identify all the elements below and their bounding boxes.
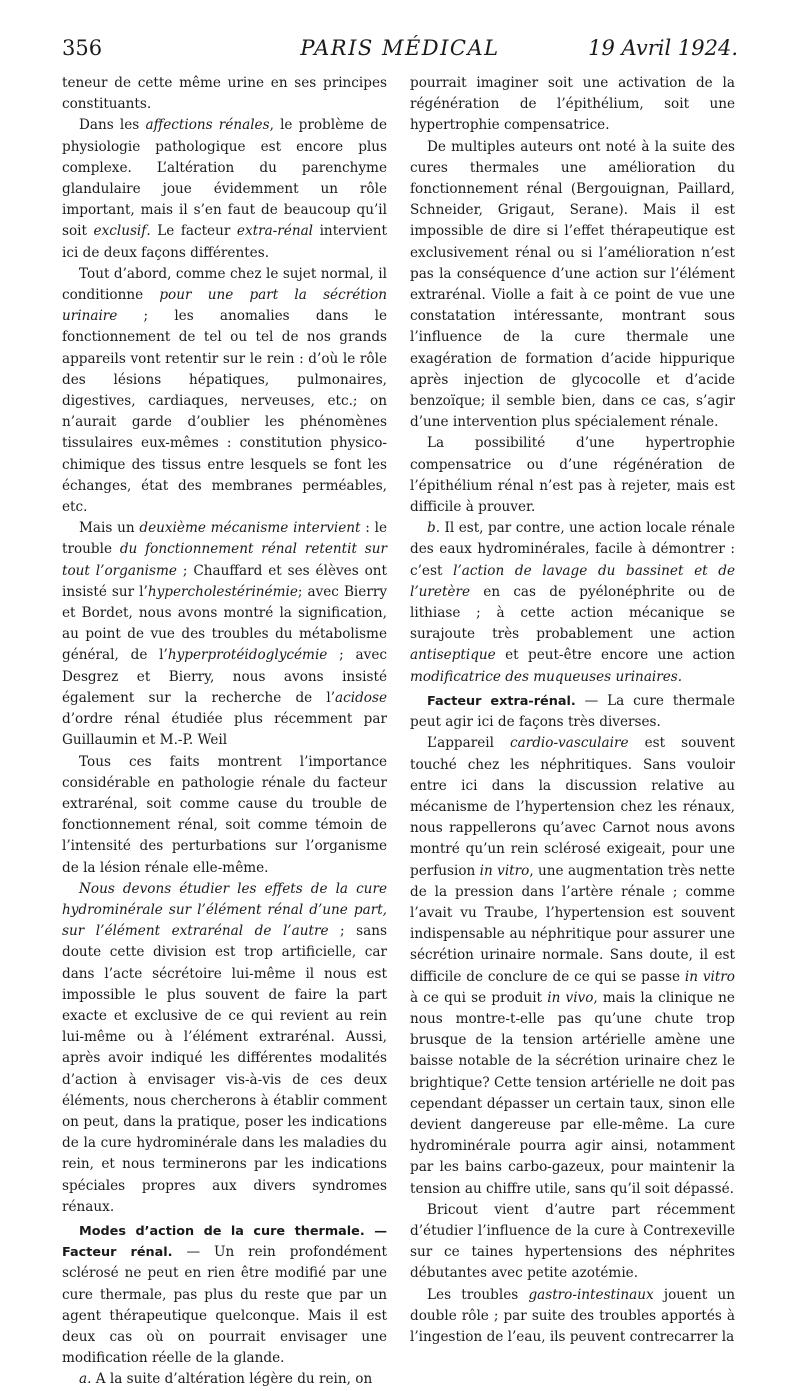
text-run: d’ordre rénal étudiée plus récemment par Guillaumin et M.-P. Weil: [62, 711, 387, 749]
text-run: Tout d’abord, comme chez le sujet normal, il conditionne: [62, 265, 387, 304]
text-run: , mais la clinique ne nous montre-t-elle pas qu’une chute trop brusque de la tension artérielle amène une baisse notable de la sécrétion urinaire chez le brightique? Cette tension artérielle ne doit pas cependant dépasser un certain taux, sinon elle devient dangereuse par elle-même. La cure hydrominérale pourra agir ainsi, notamment par les bains carbo-gazeux, pour maintenir la tension au chiffre utile, sans qu’il soit dépassé.: [410, 989, 735, 1197]
italic-text: Nous devons étudier les effets de la cure hydrominérale sur l’élément rénal d’une part, sur l’élément extrarénal de l’autre: [62, 880, 387, 940]
text-run: Bricout vient d’autre part récemment d’étudier l’influence de la cure à Contrexeville sur ce taines hypertensions des néphrites débutantes avec petite azotémie.: [410, 1201, 735, 1282]
italic-text: hyperprotéidoglycémie: [167, 647, 328, 664]
section-heading: Facteur extra-rénal.: [427, 693, 576, 709]
italic-text: gastro-intestinaux: [528, 1286, 654, 1303]
italic-text: deuxième mécanisme intervient: [139, 520, 361, 537]
text-run: jouent un double rôle ; par suite des troubles apportés à l’ingestion de l’eau, ils peuvent contrecarrer la: [410, 1286, 735, 1345]
text-run: L’appareil: [427, 735, 511, 752]
italic-text: pour une part la sécrétion urinaire: [62, 287, 387, 325]
paragraph: [410, 733, 735, 1199]
text-run: à ce qui se produit: [410, 989, 548, 1006]
paragraph: [62, 879, 387, 1218]
paragraph: [62, 518, 387, 751]
text-run: Dans les: [79, 117, 146, 134]
page-number: 356: [62, 36, 103, 60]
paragraph: [62, 1369, 387, 1390]
text-run: La possibilité d’une hypertrophie compensatrice ou d’une régénération de l’épithélium rénal n’est pas à rejeter, mais est difficile à prouver.: [410, 435, 735, 516]
text-run: et peut-être encore une action: [495, 647, 735, 664]
paragraph: [410, 1285, 735, 1349]
italic-text: du fonctionnement rénal retentit sur tout l’organisme: [62, 541, 387, 579]
italic-text: affections rénales: [145, 117, 270, 134]
text-run: : le trouble: [62, 520, 387, 558]
journal-title: PARIS MÉDICAL: [300, 36, 500, 60]
italic-text: l’action de lavage du bassinet et de l’uretère: [410, 562, 736, 600]
text-run: Les troubles: [427, 1286, 529, 1303]
italic-text: in vitro: [684, 968, 735, 985]
text-run: Il est, par contre, une action locale rénale des eaux hydrominérales, facile à démontrer : c’est: [410, 520, 735, 579]
text-run: , une augmentation très nette de la pression dans l’artère rénale ; comme l’avait vu Traube, l’hypertension est souvent indispensable au néphritique pour assurer une sécrétion urinaire normale. Sans doute, il est difficile de conclure de ce qui se passe: [410, 862, 735, 985]
text-run: ; avec Bierry et Bordet, nous avons montré la signification, au point de vue des troubles du métabolisme général, de l’: [62, 583, 387, 664]
paragraph: [62, 752, 387, 879]
text-run: A la suite d’altération légère du rein, on: [91, 1371, 373, 1388]
paragraph: [62, 1221, 387, 1369]
italic-text: a.: [79, 1371, 92, 1388]
paragraph: [410, 691, 735, 733]
running-header: [62, 36, 738, 66]
italic-text: acidose: [335, 689, 387, 706]
paragraph: [410, 518, 735, 688]
italic-text: cardio-vasculaire: [510, 735, 629, 752]
paragraph: [62, 73, 387, 115]
paragraph: [62, 115, 387, 263]
text-run: Tous ces faits montrent l’importance considérable en pathologie rénale du facteur extrarénal, soit comme cause du trouble de fonctionnement rénal, soit comme témoin de l’intensité des perturbations sur l’organisme de la lésion rénale elle-même.: [62, 753, 387, 876]
section-heading: Modes d’action de la cure thermale. — Facteur rénal.: [62, 1223, 387, 1261]
italic-text: hypercholestérinémie: [147, 583, 298, 600]
paragraph: [410, 137, 735, 434]
issue-date: 19 Avril 1924.: [588, 36, 738, 60]
left-column: [62, 73, 387, 1391]
text-run: ; avec Desgrez et Bierry, nous avons insisté également sur la recherche de l’: [62, 647, 387, 706]
text-run: — La cure thermale peut agir ici de façons très diverses.: [410, 692, 735, 731]
italic-text: modificatrice des muqueuses urinaires.: [410, 668, 683, 685]
italic-text: extra-rénal: [236, 223, 314, 240]
italic-text: b.: [427, 520, 441, 537]
text-run: est souvent touché chez les néphritiques. Sans vouloir entre ici dans la discussion relative au mécanisme de l’hypertension chez les rénaux, nous rappellerons qu’avec Carnot nous avons montré qu’un rein sclérosé exigeait, pour une perfusion: [410, 735, 736, 879]
italic-text: in vivo: [547, 989, 594, 1006]
paragraph: [410, 433, 735, 518]
text-run: ; les anomalies dans le fonctionnement de tel ou tel de nos grands appareils vont retentir sur le rein : d’où le rôle des lésions hépatiques, pulmonaires, digestives, cardiaques, nerveuses, etc.; on n’aurait garde d’oublier les phénomènes tissulaires eux-mêmes : constitution physico-chimique des tissus entre lesquels se font les échanges, état des membranes perméables, etc.: [62, 308, 387, 516]
text-run: . Le facteur: [146, 223, 237, 240]
text-run: , le problème de physiologie pathologique est encore plus complexe. L’altération du parenchyme glandulaire joue évidemment un rôle important, mais il s’en faut de beaucoup qu’il soit: [62, 117, 387, 240]
text-run: Mais un: [79, 520, 140, 537]
paragraph: [410, 73, 735, 137]
italic-text: in vitro: [479, 862, 530, 879]
text-run: pourrait imaginer soit une activation de la régénération de l’épithélium, soit une hypertrophie compensatrice.: [410, 75, 735, 134]
paragraph: [62, 264, 387, 518]
text-run: ; sans doute cette division est trop artificielle, car dans l’acte sécrétoire lui-même il nous est impossible le plus souvent de faire la part exacte et exclusive de ce qui revient au rein lui-même ou à l’élément extrarénal. Aussi, après avoir indiqué les différentes modalités d’action à envisager vis-à-vis de ces deux éléments, nous chercherons à établir comment on peut, dans la pratique, poser les indications de la cure hydrominérale dans les maladies du rein, et nous terminerons par les indications spéciales propres aux divers syndromes rénaux.: [62, 923, 387, 1215]
text-run: De multiples auteurs ont noté à la suite des cures thermales une amélioration du fonctionnement rénal (Bergouignan, Paillard, Schneider, Grigaut, Serane). Mais il est impossible de dire si l’effet thérapeutique est exclusivement rénal ou si l’amélioration n’est pas la conséquence d’une action sur l’élément extrarénal. Violle a fait à ce point de vue une constatation intéressante, montrant sous l’influence de la cure thermale une exagération de formation d’acide hippurique après injection de glycocolle et d’acide benzoïque; il semble bien, dans ce cas, s’agir d’une intervention plus spécialement rénale.: [410, 138, 735, 431]
text-run: teneur de cette même urine en ses principes constituants.: [62, 75, 387, 113]
text-run: intervient ici de deux façons différentes.: [62, 223, 387, 261]
italic-text: antiseptique: [410, 647, 496, 664]
right-column: [410, 73, 735, 1348]
text-run: en cas de pyélonéphrite ou de lithiase ; à cette action mécanique se surajoute très probablement une action: [410, 583, 735, 643]
text-run: ; Chauffard et ses élèves ont insisté sur l’: [62, 562, 388, 600]
paragraph: [410, 1200, 735, 1285]
text-run: — Un rein profondément sclérosé ne peut en rien être modifié par une cure thermale, pas plus du reste que par un agent thérapeutique quelconque. Mais il est deux cas où on pourrait envisager une modification réelle de la glande.: [62, 1244, 387, 1367]
italic-text: exclusif: [93, 223, 147, 240]
